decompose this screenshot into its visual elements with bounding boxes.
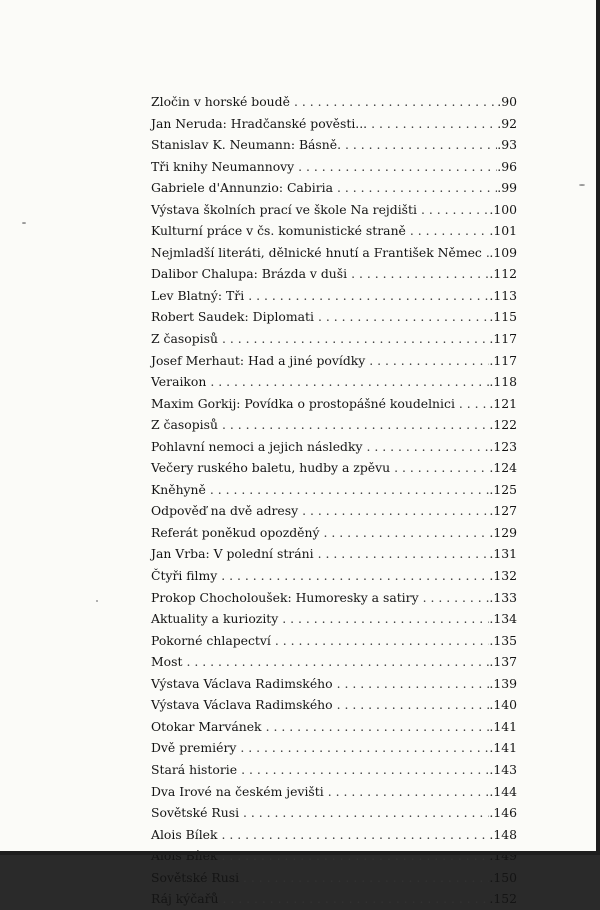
toc-entry-page-number: .134 (489, 608, 517, 630)
toc-entry-title: Výstava Václava Radimského (151, 694, 337, 716)
scan-edge-right (596, 0, 600, 855)
paper-speck (22, 222, 26, 224)
dot-leader (337, 673, 490, 695)
toc-entry (151, 867, 517, 889)
toc-entry-page-number: .141 (489, 737, 517, 759)
toc-entry-title: Otokar Marvánek (151, 716, 266, 738)
toc-entry (151, 306, 517, 328)
toc-entry (151, 716, 517, 738)
toc-entry-title: Nejmladší literáti, dělnické hnutí a František Němec (151, 242, 486, 264)
toc-entry-title: Z časopisů (151, 328, 222, 350)
toc-entry-page-number: .131 (489, 543, 517, 565)
toc-entry (151, 565, 517, 587)
dot-leader (294, 91, 497, 113)
toc-entry-page-number: .132 (489, 565, 517, 587)
toc-entry-page-number: .144 (489, 781, 517, 803)
toc-entry (151, 608, 517, 630)
toc-entry-page-number: .122 (489, 414, 517, 436)
dot-leader (298, 156, 497, 178)
toc-entry-title: Veraikon (151, 371, 210, 393)
dot-leader (337, 177, 497, 199)
toc-entry-title: Gabriele d'Annunzio: Cabiria (151, 177, 337, 199)
toc-entry-page-number: .118 (489, 371, 517, 393)
toc-entry-title: Lev Blatný: Tři (151, 285, 248, 307)
toc-entry-page-number: .152 (489, 888, 517, 910)
toc-entry (151, 263, 517, 285)
dot-leader (266, 716, 490, 738)
toc-entry-page-number: .113 (489, 285, 517, 307)
toc-entry (151, 737, 517, 759)
toc-entry-page-number: .146 (489, 802, 517, 824)
toc-entry-page-number: .117 (489, 350, 517, 372)
toc-entry-title: Ráj kýčařů (151, 888, 223, 910)
dot-leader (240, 737, 489, 759)
toc-entry-title: Kulturní práce v čs. komunistické straně (151, 220, 410, 242)
toc-entry (151, 328, 517, 350)
toc-entry-title: Stanislav K. Neumann: Básně. (151, 134, 345, 156)
toc-entry-page-number: .135 (489, 630, 517, 652)
toc-entry-title: Jan Neruda: Hradčanské pověsti... (151, 113, 371, 135)
toc-entry-title: Dvě premiéry (151, 737, 240, 759)
dot-leader (459, 393, 490, 415)
toc-entry (151, 91, 517, 113)
toc-entry-title: Večery ruského baletu, hudby a zpěvu (151, 457, 394, 479)
toc-entry-title: Sovětské Rusi (151, 867, 243, 889)
toc-entry-title: Maxim Gorkij: Povídka o prostopášné koudelnici (151, 393, 459, 415)
dot-leader (282, 608, 489, 630)
toc-entry-title: Zločin v horské boudě (151, 91, 294, 113)
toc-entry (151, 543, 517, 565)
dot-leader (345, 134, 497, 156)
toc-entry-page-number: .143 (489, 759, 517, 781)
scan-edge-bottom (0, 851, 600, 855)
toc-entry-page-number: .124 (489, 457, 517, 479)
toc-entry (151, 673, 517, 695)
toc-entry (151, 393, 517, 415)
dot-leader (243, 867, 489, 889)
toc-entry-page-number: .123 (489, 436, 517, 458)
toc-entry-page-number: .92 (497, 113, 517, 135)
toc-entry-page-number: .100 (489, 199, 517, 221)
toc-entry (151, 802, 517, 824)
dot-leader (223, 888, 490, 910)
toc-entry-title: Tři knihy Neumannovy (151, 156, 298, 178)
dot-leader (243, 802, 489, 824)
dot-leader (222, 824, 490, 846)
dot-leader (221, 565, 489, 587)
toc-entry (151, 220, 517, 242)
dot-leader (210, 371, 489, 393)
toc-entry-title: Josef Merhaut: Had a jiné povídky (151, 350, 369, 372)
toc-entry (151, 651, 517, 673)
toc-entry-page-number: .140 (489, 694, 517, 716)
dot-leader (324, 522, 490, 544)
toc-entry-title: Referát poněkud opozděný (151, 522, 324, 544)
dot-leader (337, 694, 490, 716)
paper-speck (96, 600, 98, 602)
dot-leader (351, 263, 489, 285)
toc-entry-title: Sovětské Rusi (151, 802, 243, 824)
toc-entry-page-number: .115 (489, 306, 517, 328)
dot-leader (275, 630, 490, 652)
toc-entry (151, 500, 517, 522)
toc-entry-page-number: .139 (489, 673, 517, 695)
toc-entry-title: Odpověď na dvě adresy (151, 500, 302, 522)
toc-entry-page-number: .101 (489, 220, 517, 242)
dot-leader (371, 113, 497, 135)
toc-entry (151, 694, 517, 716)
toc-entry (151, 522, 517, 544)
toc-entry (151, 177, 517, 199)
toc-entry (151, 285, 517, 307)
dot-leader (318, 543, 490, 565)
toc-entry (151, 156, 517, 178)
toc-entry (151, 242, 517, 264)
toc-entry (151, 457, 517, 479)
toc-entry-title: Výstava Václava Radimského (151, 673, 337, 695)
toc-entry-page-number: .109 (489, 242, 517, 264)
toc-entry (151, 134, 517, 156)
toc-entry (151, 630, 517, 652)
dot-leader (222, 845, 490, 867)
toc-entry-title: Stará historie (151, 759, 241, 781)
toc-entry-title: Robert Saudek: Diplomati (151, 306, 318, 328)
toc-entry-title: Dva Irové na českém jevišti (151, 781, 328, 803)
toc-entry-title: Dalibor Chalupa: Brázda v duši (151, 263, 351, 285)
toc-entry (151, 479, 517, 501)
toc-entry-title: Most (151, 651, 187, 673)
dot-leader (210, 479, 490, 501)
toc-entry-title: Alois Bílek (151, 824, 222, 846)
toc-entry-page-number: .99 (497, 177, 517, 199)
toc-entry (151, 587, 517, 609)
toc-entry-title: Výstava školních prací ve škole Na rejdišti (151, 199, 421, 221)
toc-entry-page-number: .148 (489, 824, 517, 846)
toc-entry-page-number: .121 (489, 393, 517, 415)
dot-leader (369, 350, 489, 372)
toc-entry (151, 436, 517, 458)
dot-leader (421, 199, 489, 221)
dot-leader (222, 414, 489, 436)
dot-leader (222, 328, 489, 350)
dot-leader (423, 587, 490, 609)
toc-entry-title: Kněhyně (151, 479, 210, 501)
toc-entry (151, 371, 517, 393)
toc-entry-page-number: .149 (489, 845, 517, 867)
toc-entry-page-number: .90 (497, 91, 517, 113)
dot-leader (367, 436, 490, 458)
paper-speck (579, 184, 585, 186)
toc-entry (151, 888, 517, 910)
toc-entry-page-number: .129 (489, 522, 517, 544)
toc-entry-title: Pohlavní nemoci a jejich následky (151, 436, 367, 458)
toc-entry-page-number: .96 (497, 156, 517, 178)
dot-leader (187, 651, 490, 673)
toc-entry-page-number: .112 (489, 263, 517, 285)
table-of-contents (151, 91, 517, 910)
toc-entry (151, 199, 517, 221)
toc-entry (151, 350, 517, 372)
toc-entry-title: Jan Vrba: V polední stráni (151, 543, 318, 565)
toc-entry-page-number: .117 (489, 328, 517, 350)
toc-entry-page-number: .141 (489, 716, 517, 738)
toc-entry (151, 781, 517, 803)
toc-entry-title: Z časopisů (151, 414, 222, 436)
dot-leader (394, 457, 489, 479)
toc-entry-page-number: .125 (489, 479, 517, 501)
dot-leader (410, 220, 490, 242)
toc-entry (151, 824, 517, 846)
dot-leader (318, 306, 489, 328)
toc-entry (151, 414, 517, 436)
dot-leader (328, 781, 490, 803)
toc-entry-page-number: .150 (489, 867, 517, 889)
dot-leader (302, 500, 489, 522)
dot-leader (248, 285, 489, 307)
toc-entry-page-number: .137 (489, 651, 517, 673)
toc-entry-title: Pokorné chlapectví (151, 630, 275, 652)
toc-entry-title: Čtyři filmy (151, 565, 221, 587)
toc-entry-page-number: .127 (489, 500, 517, 522)
toc-entry-title: Alois Bílek (151, 845, 222, 867)
toc-entry-page-number: .133 (489, 587, 517, 609)
dot-leader (241, 759, 489, 781)
toc-entry (151, 845, 517, 867)
toc-entry (151, 113, 517, 135)
toc-entry-title: Prokop Chocholoušek: Humoresky a satiry (151, 587, 423, 609)
toc-entry-title: Aktuality a kuriozity (151, 608, 282, 630)
toc-entry-page-number: .93 (497, 134, 517, 156)
toc-entry (151, 759, 517, 781)
